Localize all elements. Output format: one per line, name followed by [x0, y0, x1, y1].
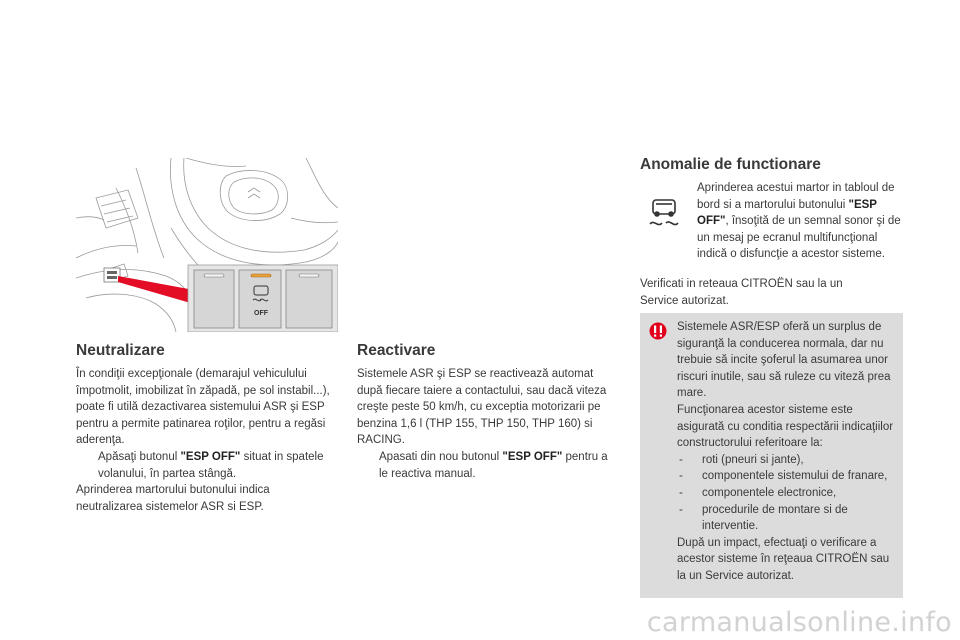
callout-wedge: [118, 276, 194, 304]
neutralizare-paragraph: În condiţii excepţionale (demarajul vehiculului împotmolit, imobilizat în zăpadă, pe sol instabil...), poate fi utilă dezactivarea sistemului ASR şi ESP pentru a permite patinarea roţilor, pentru a regăsi aderenţa.: [76, 368, 330, 447]
neutralizare-paragraph-2: Aprinderea martorului butonului indica neutralizarea sistemelor ASR si ESP.: [76, 484, 270, 513]
warning-exclamation-icon: [648, 321, 668, 341]
neutralizare-section: [76, 366, 332, 515]
steering-wheel-drawing: [76, 158, 338, 332]
warning-box: [640, 313, 903, 598]
list-item: - procedurile de montare si de interventie.: [679, 503, 848, 533]
reactivare-paragraph: Sistemele ASR şi ESP se reactivează automat după fiecare taiere a contactului, sau dacă viteza creşte peste 50 km/h, cu exceptia motorizarii pe benzina 1,6 l (THP 155, THP 150, THP 160) si RACING.: [357, 368, 607, 447]
esp-off-button-label: OFF: [254, 310, 268, 317]
reactivare-bullet: Apasati din nou butonul "ESP OFF" pentru a le reactiva manual.: [379, 450, 608, 480]
neutralizare-heading: Neutralizare: [76, 342, 165, 359]
warning-intro-2: Funcţionarea acestor sisteme este asigurată cu conditia respectării indicaţiilor constructorului referitoare la:: [677, 403, 894, 450]
list-item: - componentele electronice,: [679, 486, 837, 499]
warning-outro: După un impact, efectuaţi o verificare a acestor sisteme în reţeaua CITROËN sau la un Service autorizat.: [677, 536, 890, 582]
reactivare-section: [357, 366, 619, 482]
anomalie-text: Aprinderea acestui martor in tabloul de bord si a martorului butonului "ESP OFF", însoţită de un semnal sonor şi de un mesaj pe ecranul multifuncţional indică o disfuncţie a acestor sisteme.: [697, 182, 901, 261]
watermark: carmanualsonline.info: [646, 607, 952, 638]
neutralizare-bullet: Apăsaţi butonul "ESP OFF" situat in spatele volanului, în partea stângă.: [98, 450, 324, 480]
anomalie-service-text: Verificati in reteaua CITROËN sau la un Service autorizat.: [640, 278, 843, 307]
warning-text: [677, 319, 899, 585]
warning-list: [677, 452, 899, 535]
switch-block: [104, 268, 120, 282]
esp-off-warning-icon: [644, 192, 684, 232]
reactivare-heading: Reactivare: [357, 342, 436, 359]
list-item: - componentele sistemului de franare,: [679, 470, 888, 483]
warning-intro: Sistemele ASR/ESP oferă un surplus de siguranţă la conducerea normala, dar nu trebuie să incite şoferul la asumarea unor riscuri inutile, sau să ruleze cu viteză prea mare.: [677, 321, 891, 400]
dashboard-illustration: [76, 158, 338, 332]
list-item: - roti (pneuri si jante),: [679, 453, 804, 466]
anomalie-heading: Anomalie de functionare: [640, 156, 821, 173]
button-panel: [188, 265, 338, 332]
